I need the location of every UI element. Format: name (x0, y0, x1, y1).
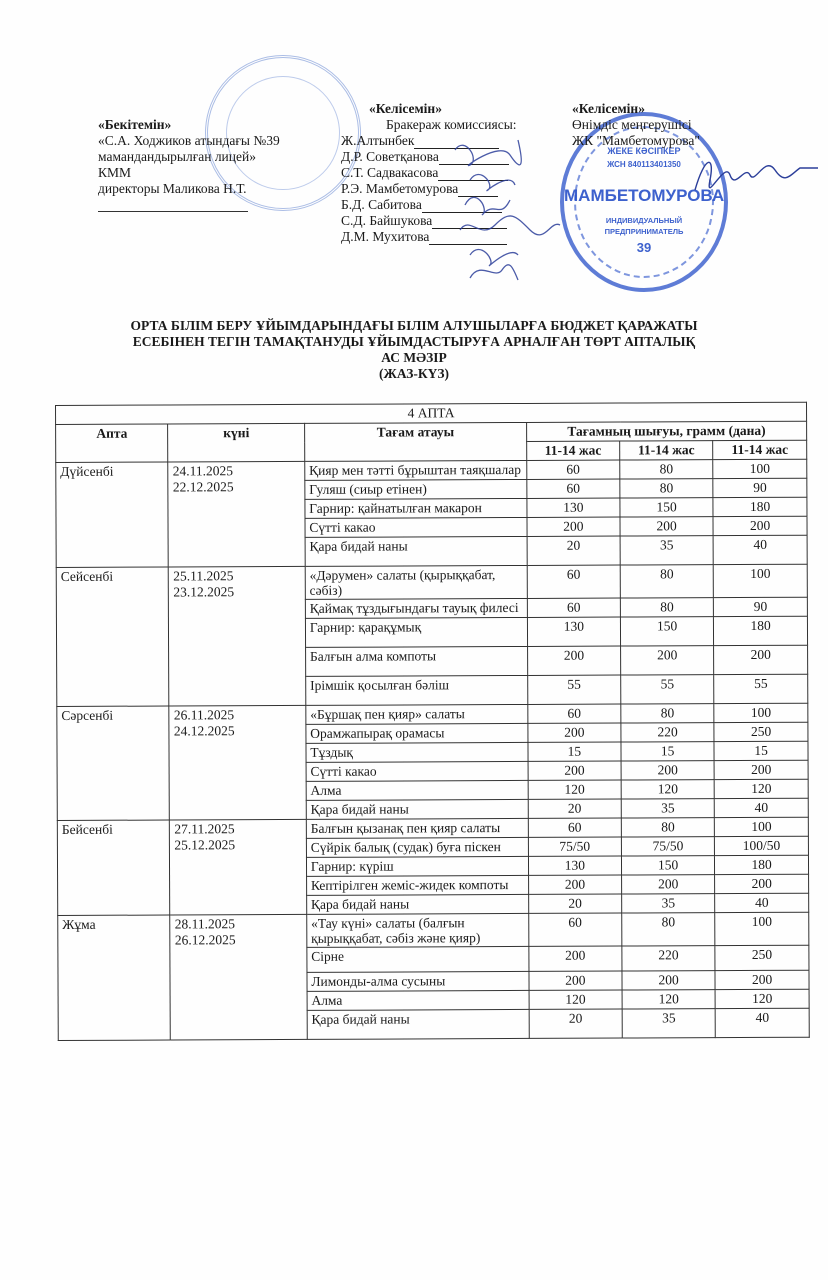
table-row: Гуляш (сиыр етінен) 60 80 90 (56, 478, 807, 500)
menu-table (55, 402, 810, 1041)
header-age-1: 11-14 жас (526, 441, 619, 460)
day-dates: 26.11.2025 24.12.2025 (169, 705, 306, 820)
table-row: Алма 120 120 120 (58, 989, 809, 1011)
table-row: Сүтті какао 200 200 200 (56, 516, 807, 538)
table-row: Қара бидай наны 20 35 40 (58, 1008, 809, 1040)
table-row: Қаймақ тұздығындағы тауық филесі 60 80 90 (56, 597, 807, 619)
supplier-line: ЖК "Мамбетомурова" (572, 133, 700, 148)
header-dish: Тағам атауы (304, 422, 526, 461)
table-row: Гарнир: күріш 130 150 180 (57, 855, 808, 877)
title-line-3: АС МӘЗІР (381, 350, 447, 365)
stamp-sub1-text: ИНДИВИДУАЛЬНЫЙ (605, 216, 683, 225)
day-name: Сәрсенбі (57, 706, 170, 820)
table-row: Балғын алма компоты 200 200 200 (57, 645, 808, 677)
commission-member: Д.Р. Советқанова (341, 149, 517, 165)
approval-line: КММ (98, 165, 132, 180)
stamp-name-text: МАМБЕТОМУРОВА (564, 186, 725, 205)
commission-member: Д.М. Мухитова (341, 229, 517, 245)
day-dates: 28.11.2025 26.12.2025 (170, 914, 307, 1040)
table-row: Сүтті какао 200 200 200 (57, 760, 808, 782)
commission-block (341, 101, 517, 245)
table-row: Жұма 28.11.2025 26.12.2025 «Тау күні» салаты (балғын қырыққабат, сәбіз және қияр) 60 80 100 (58, 912, 809, 948)
supplier-heading: «Келісемін» (572, 101, 645, 116)
table-row: Лимонды-алма сусыны 200 200 200 (58, 970, 809, 992)
table-row: Қара бидай наны 20 35 40 (57, 798, 808, 820)
table-row: Гарнир: қарақұмық 130 150 180 (56, 616, 807, 648)
supplier-signature-icon (690, 150, 820, 195)
table-row: Қара бидай наны 20 35 40 (58, 893, 809, 915)
table-row: Сірне 200 220 250 (58, 945, 809, 973)
table-row: Гарнир: қайнатылған макарон 130 150 180 (56, 497, 807, 519)
supplier-block (572, 101, 700, 149)
approval-line: «С.А. Ходжиков атындағы №39 (98, 133, 280, 148)
day-dates: 25.11.2025 23.12.2025 (169, 566, 306, 706)
header-age-3: 11-14 жас (713, 440, 807, 459)
table-row: Бейсенбі 27.11.2025 25.12.2025 Балғын қызанақ пен қияр салаты 60 80 100 (57, 817, 808, 839)
header-day: күні (168, 423, 305, 462)
day-dates: 24.11.2025 22.12.2025 (168, 461, 305, 567)
day-name: Дүйсенбі (56, 462, 169, 567)
approval-block (98, 117, 280, 212)
supplier-line: Өнімдіс меңгерушісі (572, 117, 692, 132)
table-row: Дүйсенбі 24.11.2025 22.12.2025 Қияр мен тәтті бұрыштан таяқшалар 60 80 100 (56, 459, 807, 481)
day-name: Сейсенбі (56, 567, 169, 706)
commission-member: Р.Э. Мамбетомурова (341, 181, 517, 197)
stamp-id-text: ЖСН 840113401350 (607, 160, 681, 169)
table-row: Сүйрік балық (судак) буға піскен 75/50 75/50 100/50 (57, 836, 808, 858)
title-line-1: ОРТА БІЛІМ БЕРУ ҰЙЫМДАРЫНДАҒЫ БІЛІМ АЛУШЫЛАРҒА БЮДЖЕТ ҚАРАЖАТЫ (130, 318, 698, 333)
header-yield: Тағамның шығуы, грамм (дана) (526, 421, 806, 441)
approval-line: мамандандырылған лицей» (98, 149, 256, 164)
day-dates: 27.11.2025 25.12.2025 (170, 819, 307, 915)
header-age-2: 11-14 жас (620, 441, 713, 460)
table-row: Қара бидай наны 20 35 40 (56, 535, 807, 567)
title-line-4: (ЖАЗ-КҮЗ) (378, 366, 450, 381)
commission-subtitle: Бракераж комиссиясы: (386, 117, 517, 132)
table-row: Алма 120 120 120 (57, 779, 808, 801)
day-name: Бейсенбі (57, 820, 170, 915)
commission-member: С.Д. Байшукова (341, 213, 517, 229)
commission-member: Б.Д. Сабитова (341, 197, 517, 213)
table-row: Сейсенбі 25.11.2025 23.12.2025 «Дәрумен» салаты (қырыққабат, сәбіз) 60 80 100 (56, 564, 807, 600)
stamp-number-text: 39 (636, 240, 652, 255)
week-title: 4 АПТА (56, 402, 807, 424)
table-row: Орамжапырақ орамасы 200 220 250 (57, 722, 808, 744)
approval-signature-line (98, 197, 248, 212)
stamp-top-text: ЖЕКЕ КӘСІПКЕР (607, 146, 681, 156)
header-week: Апта (56, 424, 169, 462)
table-row: Кептірілген жеміс-жидек компоты 200 200 200 (58, 874, 809, 896)
table-row: Тұздық 15 15 15 (57, 741, 808, 763)
table-row: Ірімшік қосылған бәліш 55 55 55 (57, 674, 808, 706)
table-row: Сәрсенбі 26.11.2025 24.12.2025 «Бұршақ пен қияр» салаты 60 80 100 (57, 703, 808, 725)
day-name: Жұма (58, 915, 171, 1040)
approval-line: директоры Маликова Н.Т. (98, 181, 247, 196)
document-title (0, 318, 828, 382)
commission-heading: «Келісемін» (369, 101, 442, 116)
approval-heading: «Бекітемін» (98, 117, 172, 132)
title-line-2: ЕСЕБІНЕН ТЕГІН ТАМАҚТАНУДЫ ҰЙЫМДАСТЫРУҒА АРНАЛҒАН ТӨРТ АПТАЛЫҚ (132, 334, 696, 349)
stamp-sub2-text: ПРЕДПРИНИМАТЕЛЬ (604, 227, 684, 236)
commission-member: С.Т. Садвакасова (341, 165, 517, 181)
dish-name: Қияр мен тәтті бұрыштан таяқшалар (305, 460, 527, 480)
commission-member: Ж.Алтынбек (341, 133, 517, 149)
